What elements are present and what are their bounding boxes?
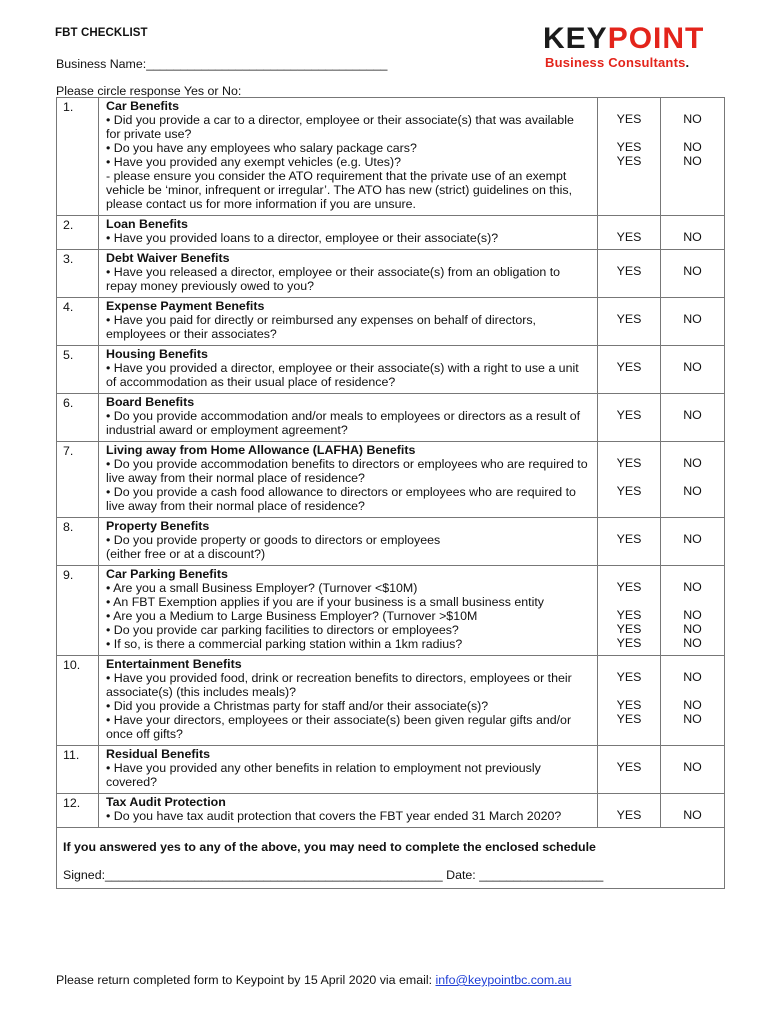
no-option[interactable]: NO [683, 622, 702, 636]
yes-option[interactable]: YES [616, 154, 642, 168]
yes-cell [598, 794, 661, 828]
no-cell [661, 794, 725, 828]
logo-word-point: POINT [607, 22, 705, 55]
item-title: Property Benefits [106, 519, 210, 533]
item-number: 6. [63, 396, 74, 410]
question-line: • Have you provided food, drink or recreation benefits to directors, employees or their associate(s) (this includes meals)? [106, 671, 572, 699]
question-line: • Do you provide accommodation and/or meals to employees or directors as a result of industrial award or employment agreement? [106, 409, 581, 437]
no-option[interactable]: NO [683, 112, 702, 126]
yes-cell [598, 442, 661, 518]
checklist-row [57, 566, 725, 656]
question-line: • Do you provide car parking facilities to directors or employees? [106, 623, 459, 637]
yes-option[interactable]: YES [616, 532, 642, 546]
item-title: Housing Benefits [106, 347, 208, 361]
question-cell [99, 442, 598, 518]
checklist-row [57, 346, 725, 394]
footer-cell [57, 828, 725, 889]
yes-option[interactable]: YES [616, 408, 642, 422]
question-line: • Do you have any employees who salary package cars? [106, 141, 417, 155]
item-title: Board Benefits [106, 395, 195, 409]
item-title: Loan Benefits [106, 217, 188, 231]
circle-instruction: Please circle response Yes or No: [56, 84, 242, 98]
no-option[interactable]: NO [683, 670, 702, 684]
item-number-cell [57, 746, 99, 794]
yes-option[interactable]: YES [616, 698, 642, 712]
question-line: • Have you provided any other benefits in relation to employment not previously covered? [106, 761, 541, 789]
question-line: • Do you have tax audit protection that covers the FBT year ended 31 March 2020? [106, 809, 562, 823]
logo-wordmark [543, 22, 704, 56]
yes-option[interactable]: YES [616, 360, 642, 374]
footer-row [57, 828, 725, 889]
yes-option[interactable]: YES [616, 608, 642, 622]
item-number-cell [57, 98, 99, 216]
item-title: Residual Benefits [106, 747, 210, 761]
question-cell [99, 794, 598, 828]
no-option[interactable]: NO [683, 408, 702, 422]
item-number: 10. [63, 658, 81, 672]
checklist-row [57, 656, 725, 746]
no-option[interactable]: NO [683, 760, 702, 774]
yes-cell [598, 250, 661, 298]
question-line: • Have you paid for directly or reimbursed any expenses on behalf of directors, employees or their associates? [106, 313, 536, 341]
logo-subtitle-dot: . [685, 55, 690, 70]
yes-cell [598, 98, 661, 216]
item-title: Living away from Home Allowance (LAFHA) Benefits [106, 443, 416, 457]
yes-option[interactable]: YES [616, 622, 642, 636]
no-cell [661, 518, 725, 566]
checklist-row [57, 98, 725, 216]
no-option[interactable]: NO [683, 608, 702, 622]
no-cell [661, 298, 725, 346]
no-cell [661, 394, 725, 442]
no-option[interactable]: NO [683, 808, 702, 822]
item-number: 3. [63, 252, 74, 266]
item-number: 11. [63, 748, 80, 762]
no-cell [661, 442, 725, 518]
item-title: Debt Waiver Benefits [106, 251, 230, 265]
yes-option[interactable]: YES [616, 760, 642, 774]
yes-option[interactable]: YES [616, 484, 642, 498]
item-number: 12. [63, 796, 81, 810]
yes-option[interactable]: YES [616, 230, 642, 244]
item-number-cell [57, 794, 99, 828]
no-option[interactable]: NO [683, 456, 702, 470]
yes-option[interactable]: YES [616, 580, 642, 594]
question-line: (either free or at a discount?) [106, 547, 266, 561]
yes-option[interactable]: YES [616, 456, 642, 470]
no-option[interactable]: NO [683, 484, 702, 498]
item-number: 5. [63, 348, 74, 362]
question-line: • Did you provide a car to a director, employee or their associate(s) that was available for private use? [106, 113, 574, 141]
question-line: • Do you provide a cash food allowance to directors or employees who are required to live away from their normal place of residence? [106, 485, 576, 513]
question-cell [99, 216, 598, 250]
no-cell [661, 98, 725, 216]
item-number: 7. [63, 444, 74, 458]
yes-option[interactable]: YES [616, 712, 642, 726]
no-option[interactable]: NO [683, 154, 702, 168]
question-line: • Have you released a director, employee or their associate(s) from an obligation to repay money previously owed to you? [106, 265, 561, 293]
no-option[interactable]: NO [683, 312, 702, 326]
checklist-table [56, 97, 725, 889]
item-number-cell [57, 298, 99, 346]
return-note [56, 973, 571, 987]
item-title: Car Benefits [106, 99, 179, 113]
no-cell [661, 566, 725, 656]
question-cell [99, 746, 598, 794]
question-line: • Do you provide accommodation benefits to directors or employees who are required to live away from their normal place of residence? [106, 457, 588, 485]
email-link[interactable]: info@keypointbc.com.au [435, 973, 572, 987]
yes-cell [598, 394, 661, 442]
question-line: • Are you a small Business Employer? (Turnover <$10M) [106, 581, 418, 595]
checklist-row [57, 250, 725, 298]
yes-option[interactable]: YES [616, 670, 642, 684]
item-number: 2. [63, 218, 74, 232]
question-cell [99, 250, 598, 298]
checklist-row [57, 394, 725, 442]
yes-option[interactable]: YES [616, 808, 642, 822]
no-option[interactable]: NO [683, 712, 702, 726]
keypoint-logo [543, 22, 718, 72]
no-option[interactable]: NO [683, 698, 702, 712]
item-number-cell [57, 566, 99, 656]
yes-option[interactable]: YES [616, 112, 642, 126]
checklist-row [57, 794, 725, 828]
enclosed-schedule-notice: If you answered yes to any of the above, you may need to complete the enclosed schedule [63, 840, 596, 854]
question-cell [99, 346, 598, 394]
business-name-field[interactable]: Business Name:___________________________________ [56, 57, 388, 71]
yes-cell [598, 298, 661, 346]
checklist-row [57, 746, 725, 794]
item-number-cell [57, 394, 99, 442]
no-cell [661, 346, 725, 394]
no-cell [661, 656, 725, 746]
item-number-cell [57, 250, 99, 298]
page-title: FBT CHECKLIST [55, 27, 148, 39]
no-cell [661, 746, 725, 794]
yes-cell [598, 656, 661, 746]
question-line: • Have you provided a director, employee or their associate(s) with a right to use a unit of accommodation as their usual place of residence? [106, 361, 579, 389]
no-option[interactable]: NO [683, 230, 702, 244]
checklist-row [57, 442, 725, 518]
yes-cell [598, 566, 661, 656]
checklist-row [57, 216, 725, 250]
item-title: Expense Payment Benefits [106, 299, 265, 313]
item-title: Tax Audit Protection [106, 795, 226, 809]
yes-option[interactable]: YES [616, 264, 642, 278]
item-number-cell [57, 656, 99, 746]
question-line: • Have you provided loans to a director, employee or their associate(s)? [106, 231, 499, 245]
question-line: • Have your directors, employees or their associate(s) been given regular gifts and/or once off gifts? [106, 713, 572, 741]
return-note-text: Please return completed form to Keypoint by 15 April 2020 via email: [56, 973, 436, 987]
item-title: Car Parking Benefits [106, 567, 228, 581]
item-number: 9. [63, 568, 74, 582]
logo-subtitle [545, 55, 689, 70]
question-cell [99, 518, 598, 566]
yes-cell [598, 346, 661, 394]
item-number: 4. [63, 300, 74, 314]
item-number-cell [57, 216, 99, 250]
question-line: • Have you provided any exempt vehicles (e.g. Utes)? [106, 155, 401, 169]
no-option[interactable]: NO [683, 264, 702, 278]
yes-cell [598, 746, 661, 794]
item-number: 1. [63, 100, 74, 114]
item-title: Entertainment Benefits [106, 657, 242, 671]
yes-cell [598, 216, 661, 250]
item-number-cell [57, 346, 99, 394]
yes-option[interactable]: YES [616, 140, 642, 154]
no-option[interactable]: NO [683, 636, 702, 650]
item-number-cell [57, 518, 99, 566]
question-line: • Do you provide property or goods to directors or employees [106, 533, 441, 547]
no-option[interactable]: NO [683, 360, 702, 374]
yes-cell [598, 518, 661, 566]
yes-option[interactable]: YES [616, 636, 642, 650]
question-line: - please ensure you consider the ATO requirement that the private use of an exempt vehicle be ‘minor, infrequent or irregular’. The ATO has new (strict) guidelines on this, please contact us for more information if you are unsure. [106, 169, 573, 211]
question-line: • Are you a Medium to Large Business Employer? (Turnover >$10M [106, 609, 478, 623]
logo-word-key: KEY [543, 22, 608, 55]
question-line: • If so, is there a commercial parking station within a 1km radius? [106, 637, 463, 651]
question-cell [99, 98, 598, 216]
item-number: 8. [63, 520, 74, 534]
question-cell [99, 656, 598, 746]
no-cell [661, 250, 725, 298]
no-option[interactable]: NO [683, 532, 702, 546]
signature-date-line[interactable]: Signed:_________________________________________________ Date: __________________ [63, 868, 604, 882]
question-line: • An FBT Exemption applies if you are if your business is a small business entity [106, 595, 544, 609]
question-cell [99, 566, 598, 656]
logo-subtitle-text: Business Consultants [545, 55, 686, 70]
item-number-cell [57, 442, 99, 518]
checklist-row [57, 518, 725, 566]
no-option[interactable]: NO [683, 580, 702, 594]
question-line: • Did you provide a Christmas party for staff and/or their associate(s)? [106, 699, 489, 713]
yes-option[interactable]: YES [616, 312, 642, 326]
no-cell [661, 216, 725, 250]
no-option[interactable]: NO [683, 140, 702, 154]
question-cell [99, 394, 598, 442]
question-cell [99, 298, 598, 346]
checklist-row [57, 298, 725, 346]
